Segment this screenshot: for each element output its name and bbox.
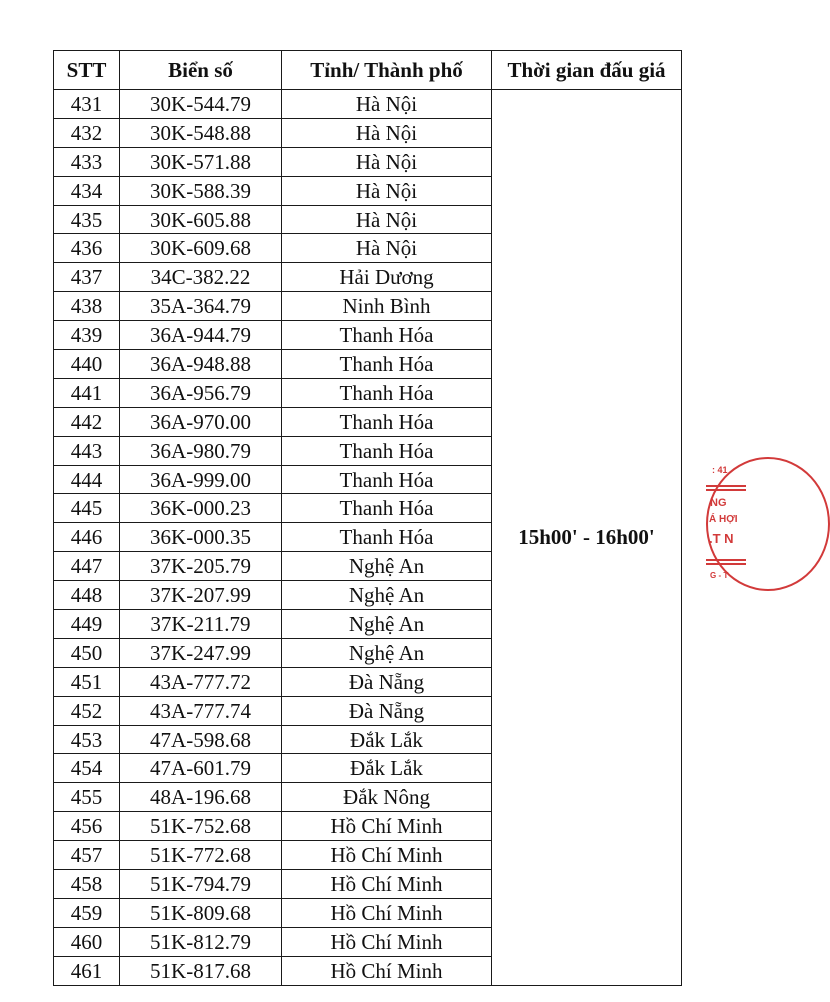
cell-province: Thanh Hóa bbox=[282, 321, 492, 350]
cell-stt: 442 bbox=[54, 407, 120, 436]
cell-stt: 438 bbox=[54, 292, 120, 321]
cell-plate-number: 36A-944.79 bbox=[120, 321, 282, 350]
cell-province: Ninh Bình bbox=[282, 292, 492, 321]
cell-province: Hồ Chí Minh bbox=[282, 841, 492, 870]
cell-stt: 439 bbox=[54, 321, 120, 350]
stamp-text: G - T bbox=[710, 571, 729, 580]
cell-plate-number: 51K-812.79 bbox=[120, 927, 282, 956]
table-header-row bbox=[54, 51, 682, 90]
cell-plate-number: 48A-196.68 bbox=[120, 783, 282, 812]
cell-province: Hồ Chí Minh bbox=[282, 898, 492, 927]
stamp-line bbox=[706, 563, 746, 565]
cell-stt: 459 bbox=[54, 898, 120, 927]
cell-province: Hải Dương bbox=[282, 263, 492, 292]
cell-plate-number: 37K-205.79 bbox=[120, 552, 282, 581]
stamp-line bbox=[706, 485, 746, 487]
cell-stt: 447 bbox=[54, 552, 120, 581]
cell-province: Hà Nội bbox=[282, 90, 492, 119]
cell-province: Thanh Hóa bbox=[282, 494, 492, 523]
cell-province: Hồ Chí Minh bbox=[282, 956, 492, 985]
cell-plate-number: 30K-609.68 bbox=[120, 234, 282, 263]
cell-plate-number: 51K-794.79 bbox=[120, 870, 282, 899]
stamp-line bbox=[706, 559, 746, 561]
cell-stt: 454 bbox=[54, 754, 120, 783]
cell-stt: 446 bbox=[54, 523, 120, 552]
cell-plate-number: 30K-544.79 bbox=[120, 90, 282, 119]
cell-stt: 460 bbox=[54, 927, 120, 956]
cell-stt: 437 bbox=[54, 263, 120, 292]
cell-plate-number: 37K-211.79 bbox=[120, 610, 282, 639]
cell-plate-number: 36A-948.88 bbox=[120, 350, 282, 379]
cell-stt: 448 bbox=[54, 581, 120, 610]
stamp-text: .T N bbox=[709, 531, 734, 546]
cell-plate-number: 30K-588.39 bbox=[120, 176, 282, 205]
cell-province: Nghệ An bbox=[282, 581, 492, 610]
cell-plate-number: 47A-598.68 bbox=[120, 725, 282, 754]
cell-stt: 457 bbox=[54, 841, 120, 870]
cell-stt: 440 bbox=[54, 350, 120, 379]
cell-stt: 441 bbox=[54, 378, 120, 407]
cell-stt: 450 bbox=[54, 638, 120, 667]
cell-stt: 433 bbox=[54, 147, 120, 176]
cell-auction-time: 15h00' - 16h00' bbox=[492, 90, 682, 986]
cell-stt: 444 bbox=[54, 465, 120, 494]
cell-stt: 451 bbox=[54, 667, 120, 696]
cell-plate-number: 51K-752.68 bbox=[120, 812, 282, 841]
cell-province: Hà Nội bbox=[282, 147, 492, 176]
cell-stt: 431 bbox=[54, 90, 120, 119]
cell-plate-number: 43A-777.72 bbox=[120, 667, 282, 696]
cell-plate-number: 36A-980.79 bbox=[120, 436, 282, 465]
header-province: Tỉnh/ Thành phố bbox=[282, 51, 492, 90]
stamp-text: NG bbox=[710, 497, 727, 509]
cell-province: Đắk Nông bbox=[282, 783, 492, 812]
cell-stt: 435 bbox=[54, 205, 120, 234]
header-auction-time: Thời gian đấu giá bbox=[492, 51, 682, 90]
cell-plate-number: 36K-000.23 bbox=[120, 494, 282, 523]
cell-province: Đà Nẵng bbox=[282, 667, 492, 696]
cell-province: Hồ Chí Minh bbox=[282, 870, 492, 899]
cell-plate-number: 51K-772.68 bbox=[120, 841, 282, 870]
cell-province: Nghệ An bbox=[282, 610, 492, 639]
cell-stt: 445 bbox=[54, 494, 120, 523]
cell-province: Thanh Hóa bbox=[282, 407, 492, 436]
stamp-text: Á HỢI bbox=[709, 514, 738, 525]
auction-table-wrapper bbox=[53, 50, 682, 986]
cell-province: Đà Nẵng bbox=[282, 696, 492, 725]
stamp-text: : 41 bbox=[712, 465, 728, 475]
cell-province: Thanh Hóa bbox=[282, 523, 492, 552]
cell-province: Hà Nội bbox=[282, 205, 492, 234]
cell-province: Thanh Hóa bbox=[282, 350, 492, 379]
cell-province: Đắk Lắk bbox=[282, 754, 492, 783]
cell-province: Thanh Hóa bbox=[282, 465, 492, 494]
cell-province: Hà Nội bbox=[282, 234, 492, 263]
cell-plate-number: 43A-777.74 bbox=[120, 696, 282, 725]
cell-plate-number: 30K-605.88 bbox=[120, 205, 282, 234]
cell-stt: 453 bbox=[54, 725, 120, 754]
stamp-line bbox=[706, 489, 746, 491]
header-plate-number: Biển số bbox=[120, 51, 282, 90]
cell-stt: 458 bbox=[54, 870, 120, 899]
cell-province: Thanh Hóa bbox=[282, 378, 492, 407]
cell-province: Hà Nội bbox=[282, 118, 492, 147]
cell-stt: 461 bbox=[54, 956, 120, 985]
cell-stt: 449 bbox=[54, 610, 120, 639]
cell-plate-number: 35A-364.79 bbox=[120, 292, 282, 321]
cell-stt: 443 bbox=[54, 436, 120, 465]
cell-stt: 434 bbox=[54, 176, 120, 205]
cell-plate-number: 37K-247.99 bbox=[120, 638, 282, 667]
cell-plate-number: 36A-999.00 bbox=[120, 465, 282, 494]
cell-plate-number: 36A-970.00 bbox=[120, 407, 282, 436]
cell-province: Thanh Hóa bbox=[282, 436, 492, 465]
cell-plate-number: 30K-571.88 bbox=[120, 147, 282, 176]
cell-plate-number: 30K-548.88 bbox=[120, 118, 282, 147]
cell-province: Hồ Chí Minh bbox=[282, 812, 492, 841]
cell-province: Hồ Chí Minh bbox=[282, 927, 492, 956]
red-stamp-fragment bbox=[700, 455, 740, 595]
cell-plate-number: 34C-382.22 bbox=[120, 263, 282, 292]
cell-plate-number: 51K-809.68 bbox=[120, 898, 282, 927]
cell-plate-number: 37K-207.99 bbox=[120, 581, 282, 610]
cell-stt: 432 bbox=[54, 118, 120, 147]
cell-stt: 436 bbox=[54, 234, 120, 263]
cell-plate-number: 36A-956.79 bbox=[120, 378, 282, 407]
cell-province: Đắk Lắk bbox=[282, 725, 492, 754]
header-stt: STT bbox=[54, 51, 120, 90]
cell-stt: 455 bbox=[54, 783, 120, 812]
cell-province: Nghệ An bbox=[282, 638, 492, 667]
cell-stt: 456 bbox=[54, 812, 120, 841]
cell-plate-number: 36K-000.35 bbox=[120, 523, 282, 552]
cell-province: Hà Nội bbox=[282, 176, 492, 205]
table-body bbox=[54, 90, 682, 986]
cell-plate-number: 47A-601.79 bbox=[120, 754, 282, 783]
license-plate-auction-table bbox=[53, 50, 682, 986]
table-row bbox=[54, 90, 682, 119]
cell-plate-number: 51K-817.68 bbox=[120, 956, 282, 985]
cell-province: Nghệ An bbox=[282, 552, 492, 581]
cell-stt: 452 bbox=[54, 696, 120, 725]
